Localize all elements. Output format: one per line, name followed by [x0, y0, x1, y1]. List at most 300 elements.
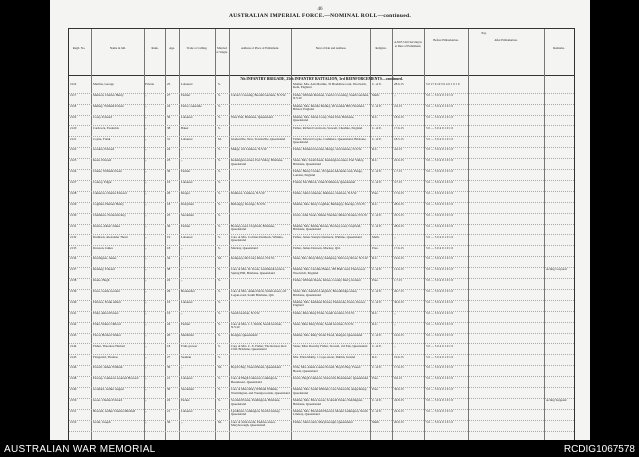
- married-cell: S.: [218, 170, 221, 174]
- address-cell: Kensington-street, Port Valley, Brisbane, Queensland: [231, 159, 283, 166]
- date-cell: 19.6.15: [394, 355, 404, 359]
- rank-cell: „: [145, 311, 147, 315]
- religion-cell: C. of E.: [372, 181, 382, 185]
- next-of-kin-cell: Mother, Mrs. Lilian Corey, West End, Brisbane, Queensland: [293, 115, 355, 123]
- age-cell: 38: [167, 268, 171, 272]
- pay-cell: 5 0 17 6 19 5 0 4 0 1 0 1 0: [426, 83, 460, 86]
- address-cell: Care of Mrs. C. E. Fisher, The Retreat, Red Cliff, Brisbane, Queensland: [231, 344, 287, 351]
- row-separator: [69, 431, 574, 432]
- religion-cell: C. of E.: [372, 410, 382, 413]
- header-married: Married or Single.: [216, 47, 228, 54]
- regtl-no-cell: 2142: [70, 322, 77, 326]
- name-cell: Fitzgerald, Thomas: [93, 355, 118, 359]
- table-row: [69, 83, 574, 93]
- table-row: [69, 257, 574, 267]
- remarks-cell: Acting Corporal: [546, 268, 567, 272]
- pay-cell: 5 0 — 5 0 4 0 1 0 1 0: [426, 420, 454, 424]
- next-of-kin-cell: Father, Miss Mary Elder, South Grafton, N.S.W.: [293, 311, 355, 315]
- page-title: AUSTRALIAN IMPERIAL FORCE.—NOMINAL ROLL—continued.: [228, 13, 411, 19]
- rank-cell: „: [145, 235, 147, 239]
- age-cell: 19: [167, 181, 171, 185]
- age-cell: 23: [167, 159, 171, 163]
- next-of-kin-cell: Mother, Mrs. Emma Davies, Hockey-road, Clayfield, Brisbane, Queensland: [293, 224, 362, 232]
- regtl-no-cell: 2137: [70, 268, 77, 272]
- name-cell: Conroy, Edgar: [93, 181, 112, 185]
- trade-cell: Farmer: [181, 224, 191, 228]
- date-cell: 30.6.15: [394, 301, 404, 304]
- next-of-kin-cell: Father, William Doale, Kilrea, County Derry, Ireland: [293, 279, 361, 283]
- table-row: [69, 138, 574, 148]
- date-cell: 24.8.15: [394, 399, 404, 403]
- trade-cell: „: [181, 311, 183, 315]
- header-unit-date: A.M.F. Unit Serving in at Date of Enlistment.: [394, 41, 422, 48]
- date-cell: „: [394, 93, 396, 97]
- table-row: [69, 159, 574, 169]
- name-cell: Davies, Albert James: [93, 224, 120, 228]
- pay-cell: 5 0 — 5 0 4 0 1 0 1 0: [426, 192, 454, 195]
- rank-cell: „: [145, 213, 147, 217]
- regtl-no-cell: 2143: [70, 333, 77, 337]
- age-cell: 39: [167, 366, 171, 370]
- pay-cell: 5 0 — 5 0 4 0 1 0 1 0: [426, 170, 454, 174]
- remarks-cell: Acting Sergeant: [546, 399, 567, 403]
- trade-cell: Labourer: [181, 410, 193, 413]
- trade-cell: Labourer: [181, 377, 193, 381]
- regtl-no-cell: 2133: [70, 246, 77, 250]
- date-cell: „: [394, 344, 396, 348]
- regtl-no-cell: 2122: [70, 148, 77, 152]
- religion-cell: R.C.: [372, 148, 378, 152]
- trade-cell: Labourer: [181, 137, 193, 141]
- religion-cell: Meth.: [372, 420, 380, 424]
- trade-cell: Labourer: [181, 115, 193, 119]
- rank-cell: „: [145, 257, 147, 261]
- rank-cell: „: [145, 148, 147, 152]
- table-row: [69, 181, 574, 191]
- name-cell: Fawsey, Cameron Leonard Howard: [93, 377, 139, 381]
- table-row: [69, 247, 574, 257]
- awm-logo: AUSTRALIAN WAR MEMORIAL: [4, 444, 156, 455]
- married-cell: M.: [218, 257, 222, 261]
- date-cell: 28.6.15: [394, 83, 404, 86]
- table-row: [69, 170, 574, 180]
- age-cell: 18: [167, 344, 171, 348]
- address-cell: Care of Mrs. D. Toole, Leichhardt-terrace, Spring Hill, Brisbane, Queensland: [231, 268, 285, 275]
- pay-cell: 5 0 — 5 0 4 0 1 0 1 0: [426, 311, 454, 315]
- rank-cell: „: [145, 366, 147, 370]
- next-of-kin-cell: Father, John Grant, Maryborough, Queensland: [293, 420, 353, 424]
- age-cell: 19: [167, 235, 171, 239]
- name-cell: Doale, Hugh: [93, 279, 110, 283]
- date-cell: „: [394, 311, 396, 315]
- header-name: Name in full.: [110, 47, 126, 50]
- next-of-kin-cell: Sister, Miss Dorothy Fisher, Stowell, vid Eek, Queensland: [293, 344, 368, 348]
- name-cell: Keen, Edward: [93, 159, 112, 163]
- trade-cell: „: [181, 279, 183, 283]
- trade-cell: „: [181, 148, 183, 152]
- married-cell: M.: [218, 137, 222, 141]
- address-cell: Care of Mrs. J. J. Smith, South Grafton, N.S.W.: [231, 322, 282, 330]
- pay-cell: 5 0 — 5 0 4 0 1 0 1 0: [426, 115, 454, 119]
- header-address: Address of Place of Enlistment.: [240, 47, 280, 50]
- married-cell: M.: [218, 366, 222, 370]
- married-cell: S.: [218, 213, 221, 217]
- name-cell: Corey, Edward: [93, 115, 113, 119]
- table-row: [69, 105, 574, 115]
- table-row: [69, 345, 574, 355]
- date-cell: 17.6.15: [394, 246, 404, 250]
- religion-cell: Pres.: [372, 388, 379, 392]
- table-row: [69, 148, 574, 158]
- next-of-kin-cell: Mother, Mrs. Caroline Baker, 185 Bath road, Fleetwood, Woolwich, England: [293, 268, 366, 275]
- name-cell: Goddard, Arthur August: [93, 388, 124, 392]
- regtl-no-cell: 2131: [70, 224, 77, 228]
- regtl-no-cell: 2121: [70, 137, 77, 141]
- header-regtl-no: Regtl. No.: [72, 47, 86, 50]
- pay-cell: 5 0 — 5 0 4 0 1 0 1 0: [426, 235, 454, 239]
- address-cell: West End, Brisbane, Queensland: [231, 115, 273, 119]
- religion-cell: R.C.: [372, 322, 378, 326]
- address-cell: Bellangry, Dorrigo, N.S.W.: [231, 202, 266, 206]
- pay-cell: 5 0 — 5 0 4 0 1 0 1 0: [426, 399, 454, 403]
- header-next-of-kin: Next of Kin and Address.: [315, 47, 347, 50]
- rank-cell: „: [145, 93, 147, 97]
- section-heading: 7th INFANTRY BRIGADE, 25th INFANTRY BATTALION, 3rd REINFORCEMENTS—continued.: [240, 77, 403, 81]
- pay-cell: 5 0 — 5 0 4 0 1 0 1 0: [426, 224, 454, 228]
- next-of-kin-cell: Mrs. Ellen Mahly, 1 Cope-street, Dublin, Ireland: [293, 355, 356, 359]
- name-cell: Gordon, Edward: [93, 148, 115, 152]
- rank-cell: „: [145, 301, 147, 304]
- regtl-no-cell: 2119: [70, 115, 77, 119]
- name-cell: Ewes, Leslie Gordon: [93, 290, 120, 294]
- name-cell: Dawson, James: [93, 246, 113, 250]
- name-cell: Grant, Joseph: [93, 420, 111, 424]
- religion-cell: C. of E.: [372, 268, 382, 272]
- regtl-no-cell: 2132: [70, 235, 77, 239]
- age-cell: 25: [167, 213, 171, 217]
- regtl-no-cell: 2128: [70, 192, 77, 195]
- religion-cell: C. of E.: [372, 104, 382, 108]
- married-cell: S.: [218, 268, 221, 272]
- regtl-no-cell: 2127: [70, 181, 77, 185]
- pay-cell: 5 0 — 5 0 4 0 1 0 1 0: [426, 344, 454, 348]
- trade-cell: Machinist: [181, 333, 194, 337]
- table-row: [69, 323, 574, 333]
- married-cell: S.: [218, 192, 221, 195]
- regtl-no-cell: 2138: [70, 279, 77, 283]
- address-cell: Care of Mrs. Annie Davis, Small-street, off Logan-road, South Brisbane, Qld.: [231, 290, 287, 297]
- regtl-no-cell: 2146: [70, 366, 77, 370]
- trade-cell: „: [181, 366, 183, 370]
- address-cell: Gladesville, New, Townsville, Queensland: [231, 137, 286, 141]
- regtl-no-cell: 2140: [70, 301, 77, 304]
- address-cell: Care of Hugh Cameron, Lamington, Beaudesert, Queensland: [231, 377, 278, 384]
- pay-cell: 5 0 — 5 0 4 0 1 0 1 0: [426, 301, 454, 304]
- date-cell: 17.6.15: [394, 192, 404, 195]
- married-cell: S.: [218, 333, 221, 337]
- address-cell: Boyd's Bay, Tweed Heads, Queensland: [231, 366, 281, 370]
- table-row: [69, 399, 574, 409]
- age-cell: 29: [167, 290, 171, 294]
- next-of-kin-cell: Sister, Miss Mary Elder, South Grafton, N.S.W.: [293, 322, 354, 326]
- next-of-kin-cell: Father, Henry Clarke, 18 Queen Adelaide road, Penge, London, England: [293, 170, 363, 177]
- rank-cell: „: [145, 181, 147, 185]
- trade-cell: Fruit-grower: [181, 344, 198, 348]
- table-row: [69, 192, 574, 202]
- married-cell: S.: [218, 322, 221, 326]
- table-row: [69, 312, 574, 322]
- regtl-no-cell: 2144: [70, 344, 77, 348]
- age-cell: 21: [167, 377, 171, 381]
- next-of-kin-cell: Father, Richard Cardcock, Stowell, Cheshire, England: [293, 126, 363, 130]
- married-cell: S.: [218, 181, 221, 185]
- rank-cell: „: [145, 290, 147, 294]
- date-cell: „: [394, 235, 396, 239]
- age-cell: 34: [167, 257, 171, 261]
- religion-cell: Pres.: [372, 246, 379, 250]
- married-cell: S.: [218, 202, 221, 206]
- pay-cell: 5 0 — 5 0 4 0 1 0 1 0: [426, 159, 454, 163]
- religion-cell: C. of E.: [372, 224, 382, 228]
- age-cell: 22: [167, 279, 171, 283]
- religion-cell: Meth.: [372, 93, 380, 97]
- table-row: [69, 366, 574, 376]
- next-of-kin-cell: Uncle, John Swart, Mister Warden, Mister Station, N.S.W.: [293, 213, 368, 217]
- pay-cell: 5 0 — 5 0 4 0 1 0 1 0: [426, 126, 454, 130]
- address-cell: Carrie's Crossing, Boolah Gardens, N.S.W.: [231, 93, 286, 97]
- header-age: Age.: [169, 47, 175, 50]
- religion-cell: C. of E.: [372, 366, 382, 370]
- address-cell: Lyndhurst, Lamington, North Lindsay, Queensland: [231, 410, 281, 417]
- date-cell: 22.6.15: [394, 410, 404, 413]
- date-cell: 26.7.15: [394, 290, 404, 294]
- header-pay: Pay.: [481, 31, 487, 35]
- pay-cell: 5 0 — 5 0 4 0 1 0 1 0: [426, 279, 454, 283]
- regtl-no-cell: 2124: [70, 170, 77, 174]
- name-cell: Elder, Alfred Ernest: [93, 311, 119, 315]
- religion-cell: C. of E.: [372, 333, 382, 337]
- age-cell: 25: [167, 83, 171, 86]
- address-cell: Mulga, vid Lismore, N.S.W.: [231, 148, 268, 152]
- date-cell: 20.6.15: [394, 420, 404, 424]
- date-cell: 19.6.15: [394, 257, 404, 261]
- trade-cell: Baker: [181, 126, 189, 130]
- next-of-kin-cell: Mother, Mrs. Kathleen Dawes, Parkstone, Poole, Dorset, England: [293, 301, 366, 308]
- rank-cell: „: [145, 399, 147, 403]
- name-cell: Mathey, William Edwin: [93, 104, 124, 108]
- table-row: [69, 236, 574, 246]
- name-cell: Chambers, Frederick Roy: [93, 213, 126, 217]
- rank-cell: „: [145, 202, 147, 206]
- married-cell: S.: [218, 388, 221, 392]
- pay-cell: 5 0 — 5 0 4 0 1 0 1 0: [426, 181, 454, 185]
- name-cell: Fellows, Frank Albert: [93, 301, 121, 304]
- next-of-kin-cell: Mother, Mrs. Ruby Violet Flood, Rodgsn, Queensland: [293, 333, 363, 337]
- regtl-no-cell: 2129: [70, 202, 77, 206]
- name-cell: Mattson, Charles Henry: [93, 93, 124, 97]
- married-cell: S.: [218, 355, 221, 359]
- footer-bar: [0, 442, 639, 457]
- table-row: [69, 225, 574, 235]
- date-cell: 2.6.15: [394, 104, 402, 108]
- next-of-kin-cell: Father, James Dawson, Mackay, Qld.: [293, 246, 341, 250]
- next-of-kin-cell: Father, John Cameron, Dalmore, Lismore, N.S.W.: [293, 192, 357, 195]
- header-before-embarkation: Before Embarkation.: [433, 38, 459, 42]
- table-row: [69, 356, 574, 366]
- married-cell: S.: [218, 410, 221, 413]
- age-cell: 19: [167, 301, 171, 304]
- regtl-no-cell: 2118: [70, 104, 77, 108]
- trade-cell: Felice constable: [181, 104, 202, 108]
- date-cell: 30.6.15: [394, 388, 404, 392]
- married-cell: S.: [218, 93, 221, 97]
- religion-cell: R.C.: [372, 257, 378, 261]
- age-cell: 19: [167, 311, 171, 315]
- rank-cell: „: [145, 377, 147, 381]
- name-cell: Coghlan, Herbert Henry: [93, 202, 124, 206]
- trade-cell: Seaman: [181, 355, 192, 359]
- trade-cell: Draper: [181, 192, 190, 195]
- rank-cell: „: [145, 355, 147, 359]
- age-cell: 24: [167, 148, 171, 152]
- married-cell: S.: [218, 83, 221, 86]
- next-of-kin-cell: Mother, Mrs. Elizabeth Howard, Mount Lamington, North Lindsay, Queensland: [293, 410, 368, 417]
- next-of-kin-cell: Father, James Stanyle Darmack, Wimmo, Queensland: [293, 235, 362, 239]
- married-cell: S.: [218, 311, 221, 315]
- pay-cell: 5 0 — 5 0 4 0 1 0 1 0: [426, 322, 454, 326]
- regtl-no-cell: 2145: [70, 355, 77, 359]
- address-cell: Kempsey, McCrory River, N.S.W.: [231, 257, 275, 261]
- trade-cell: Labourer: [181, 235, 193, 239]
- table-row: [69, 421, 574, 431]
- name-cell: Powell, James William: [93, 366, 123, 370]
- name-cell: Elder, Walter Clifford: [93, 322, 121, 326]
- rank-cell: „: [145, 279, 147, 283]
- date-cell: 17.6.15: [394, 126, 404, 130]
- religion-cell: C. of E.: [372, 399, 382, 403]
- regtl-no-cell: 2134: [70, 257, 77, 261]
- date-cell: „: [394, 322, 396, 326]
- regtl-no-cell: 2151: [70, 410, 77, 413]
- married-cell: S.: [218, 148, 221, 152]
- age-cell: 36: [167, 420, 171, 424]
- regtl-no-cell: 2152: [70, 420, 77, 424]
- regtl-no-cell: 2123: [70, 159, 77, 163]
- rank-cell: „: [145, 104, 147, 108]
- address-cell: Hockey-road, Clayfield, Brisbane, Queensland: [231, 224, 275, 232]
- next-of-kin-cell: Father, Edmund Gordon, Mulga, vid Lismore, N.S.W.: [293, 148, 362, 152]
- age-cell: 22: [167, 399, 171, 403]
- next-of-kin-cell: Mother, Mrs. Eliza Greer, Scofield Estate, Paddington, Brisbane, Queensland: [293, 399, 363, 406]
- age-cell: 21: [167, 410, 171, 413]
- name-cell: Martins, George: [93, 83, 114, 86]
- regtl-no-cell: 2148: [70, 377, 77, 381]
- nominal-roll-table: [68, 28, 575, 440]
- pay-cell: 5 0 — 5 0 4 0 1 0 1 0: [426, 268, 454, 272]
- religion-cell: C. of E.: [372, 170, 382, 174]
- married-cell: S.: [218, 126, 221, 130]
- rank-cell: „: [145, 420, 147, 424]
- age-cell: 24: [167, 322, 171, 326]
- regtl-no-cell: 2120: [70, 126, 77, 130]
- date-cell: 4.6.15: [394, 148, 402, 152]
- age-cell: 30: [167, 388, 171, 392]
- name-cell: Greer, Charles Edward: [93, 399, 123, 403]
- age-cell: 18: [167, 202, 171, 206]
- married-cell: S.: [218, 159, 221, 163]
- religion-cell: R.C.: [372, 355, 378, 359]
- next-of-kin-cell: Sister, Mrs. Sarah Keen, Kensington-street, Port Valley, Brisbane, Queensland: [293, 159, 364, 166]
- married-cell: S.: [218, 235, 221, 239]
- table-row: [69, 290, 574, 300]
- address-cell: Scofield Estate, Paddington, Brisbane, Queensland: [231, 399, 281, 406]
- rank-cell: „: [145, 246, 147, 250]
- rank-cell: Private: [145, 83, 155, 86]
- rank-cell: „: [145, 115, 147, 119]
- trade-cell: Dairyman: [181, 202, 194, 206]
- name-cell: Delaney, Edward: [93, 268, 115, 272]
- header-remarks: Remarks.: [553, 47, 565, 50]
- regtl-no-cell: 2141: [70, 311, 77, 315]
- next-of-kin-cell: Friend, Mr. Hilton, Church Mission, Queensland: [293, 181, 356, 185]
- rank-cell: „: [145, 322, 147, 326]
- table-row: [69, 268, 574, 278]
- table-row: [69, 116, 574, 126]
- image-code: RCDIG1067578: [563, 444, 635, 455]
- date-cell: 28.6.15: [394, 224, 404, 228]
- religion-cell: R.C.: [372, 115, 378, 119]
- header-trade: Trade or Calling.: [186, 47, 208, 50]
- religion-cell: Pres.: [372, 192, 379, 195]
- trade-cell: Farmer: [181, 93, 191, 97]
- name-cell: Fisher, Theodore Herbert: [93, 344, 126, 348]
- age-cell: 18: [167, 246, 171, 250]
- religion-cell: C. of E.: [372, 83, 382, 86]
- table-row: [69, 279, 574, 289]
- married-cell: S.: [218, 290, 221, 294]
- rank-cell: „: [145, 388, 147, 392]
- trade-cell: Packer: [181, 399, 190, 403]
- pay-cell: 5 0 — 5 0 4 0 1 0 1 0: [426, 333, 454, 337]
- pay-cell: 5 0 — 5 0 4 0 1 0 1 0: [426, 148, 454, 152]
- date-cell: 1.7.15: [394, 170, 402, 174]
- table-row: [69, 388, 574, 398]
- religion-cell: C. of E.: [372, 126, 382, 130]
- date-cell: 3.7.15: [394, 181, 402, 185]
- page-number: 46: [317, 7, 323, 12]
- date-cell: 22.6.15: [394, 159, 404, 163]
- table-row: [69, 377, 574, 387]
- address-cell: Dalmore, Lismore, N.S.W.: [231, 192, 266, 195]
- religion-cell: C. of E.: [372, 301, 382, 304]
- trade-cell: „: [181, 268, 183, 272]
- pay-cell: 5 0 — 5 0 4 0 1 0 1 0: [426, 355, 454, 359]
- married-cell: S.: [218, 104, 221, 108]
- regtl-no-cell: 2149: [70, 388, 77, 392]
- age-cell: 38: [167, 126, 171, 130]
- rank-cell: „: [145, 170, 147, 174]
- next-of-kin-cell: Father, William Mattson, Carrie's Crossing, South Gardens, N.S.W.: [293, 93, 369, 101]
- trade-cell: „: [181, 159, 183, 163]
- table-row: [69, 203, 574, 213]
- religion-cell: C. of E.: [372, 290, 382, 294]
- trade-cell: Farmer: [181, 170, 191, 174]
- regtl-no-cell: 2116: [70, 83, 77, 86]
- address-cell: Care of John Grant, Peebles-street, Maryborough, Queensland: [231, 420, 276, 428]
- rank-cell: „: [145, 192, 147, 195]
- pay-cell: 5 0 — 5 0 4 0 1 0 1 0: [426, 290, 454, 294]
- next-of-kin-cell: Mother, Mrs. Sarah William, Care Sitsworth, Angwinsley, Queensland: [293, 388, 367, 395]
